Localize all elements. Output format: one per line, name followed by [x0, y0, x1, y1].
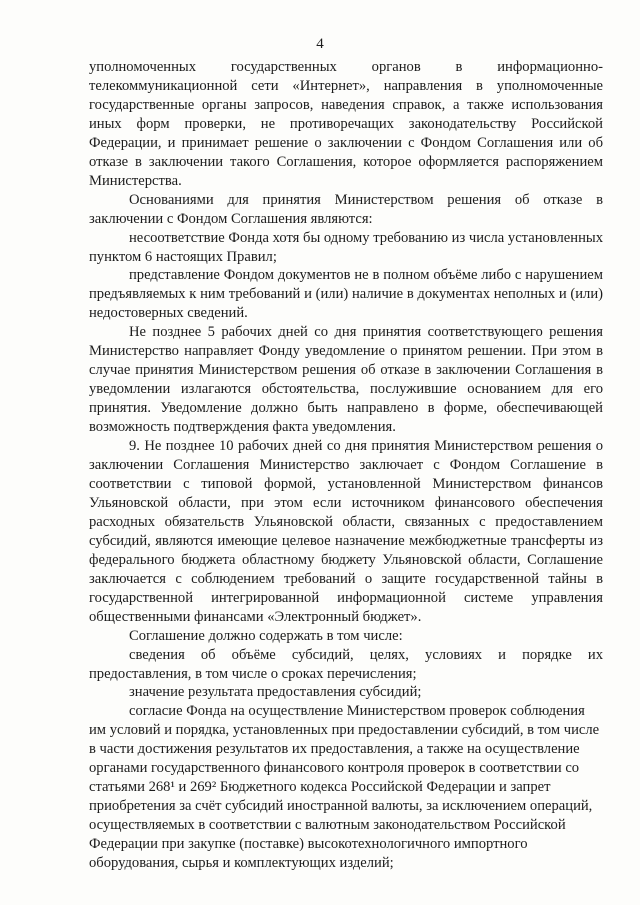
- paragraph: 9. Не позднее 10 рабочих дней со дня принятия Министерством решения о заключении Соглашения Министерство заключает с Фондом Соглашение в соответствии с типовой формой, установленной Министерством финансов Ульяновской области, при этом если источником финансового обеспечения расходных обязательств Ульяновской области, связанных с предоставлением субсидий, являются имеющие целевое назначение межбюджетные трансферты из федерального бюджета областному бюджету Ульяновской области, Соглашение заключается с соблюдением требований о защите государственной тайны в государственной интегрированной информационной системе управления общественными финансами «Электронный бюджет».: [89, 438, 603, 625]
- paragraph: представление Фондом документов не в полном объёме либо с нарушением предъявляемых к ним требований и (или) наличие в документах неполных и (или) недостоверных сведений.: [89, 267, 603, 322]
- paragraph: значение результата предоставления субсидий;: [129, 684, 422, 701]
- page-number: 4: [316, 36, 324, 52]
- paragraph: Основаниями для принятия Министерством решения об отказе в заключении с Фондом Соглашения являются:: [89, 191, 603, 227]
- paragraph: уполномоченных государственных органов в информационно-телекоммуникационной сети «Интернет», направления в уполномоченные государственные органы запросов, наведения справок, а также использования иных форм проверки, не противоречащих законодательству Российской Федерации, и принимает решение о заключении с Фондом Соглашения или об отказе в заключении такого Соглашения, которое оформляется распоряжением Министерства.: [89, 59, 603, 189]
- document-body: [89, 58, 603, 873]
- paragraph: несоответствие Фонда хотя бы одному требованию из числа установленных пунктом 6 настоящих Правил;: [89, 229, 603, 265]
- paragraph: согласие Фонда на осуществление Министерством проверок соблюдения им условий и порядка, установленных при предоставлении субсидий, в том числе в части достижения результатов их предоставления, а также на осуществление органами государственного финансового контроля проверок в соответствии со статьями 268¹ и 269² Бюджетного кодекса Российской Федерации и запрет приобретения за счёт субсидий иностранной валюты, за исключением операций, осуществляемых в соответствии с валютным законодательством Российской Федерации при закупке (поставке) высокотехнологичного импортного оборудования, сырья и комплектующих изделий;: [89, 703, 600, 872]
- paragraph: Не позднее 5 рабочих дней со дня принятия соответствующего решения Министерство направляет Фонду уведомление о принятом решении. При этом в случае принятия Министерством решения об отказе в заключении Соглашения в уведомлении излагаются обстоятельства, послужившие основанием для его принятия. Уведомление должно быть направлено в форме, обеспечивающей возможность подтверждения факта уведомления.: [89, 324, 603, 436]
- paragraph: Соглашение должно содержать в том числе:: [129, 627, 403, 644]
- paragraph: сведения об объёме субсидий, целях, условиях и порядке их предоставления, в том числе о сроках перечисления;: [89, 646, 603, 682]
